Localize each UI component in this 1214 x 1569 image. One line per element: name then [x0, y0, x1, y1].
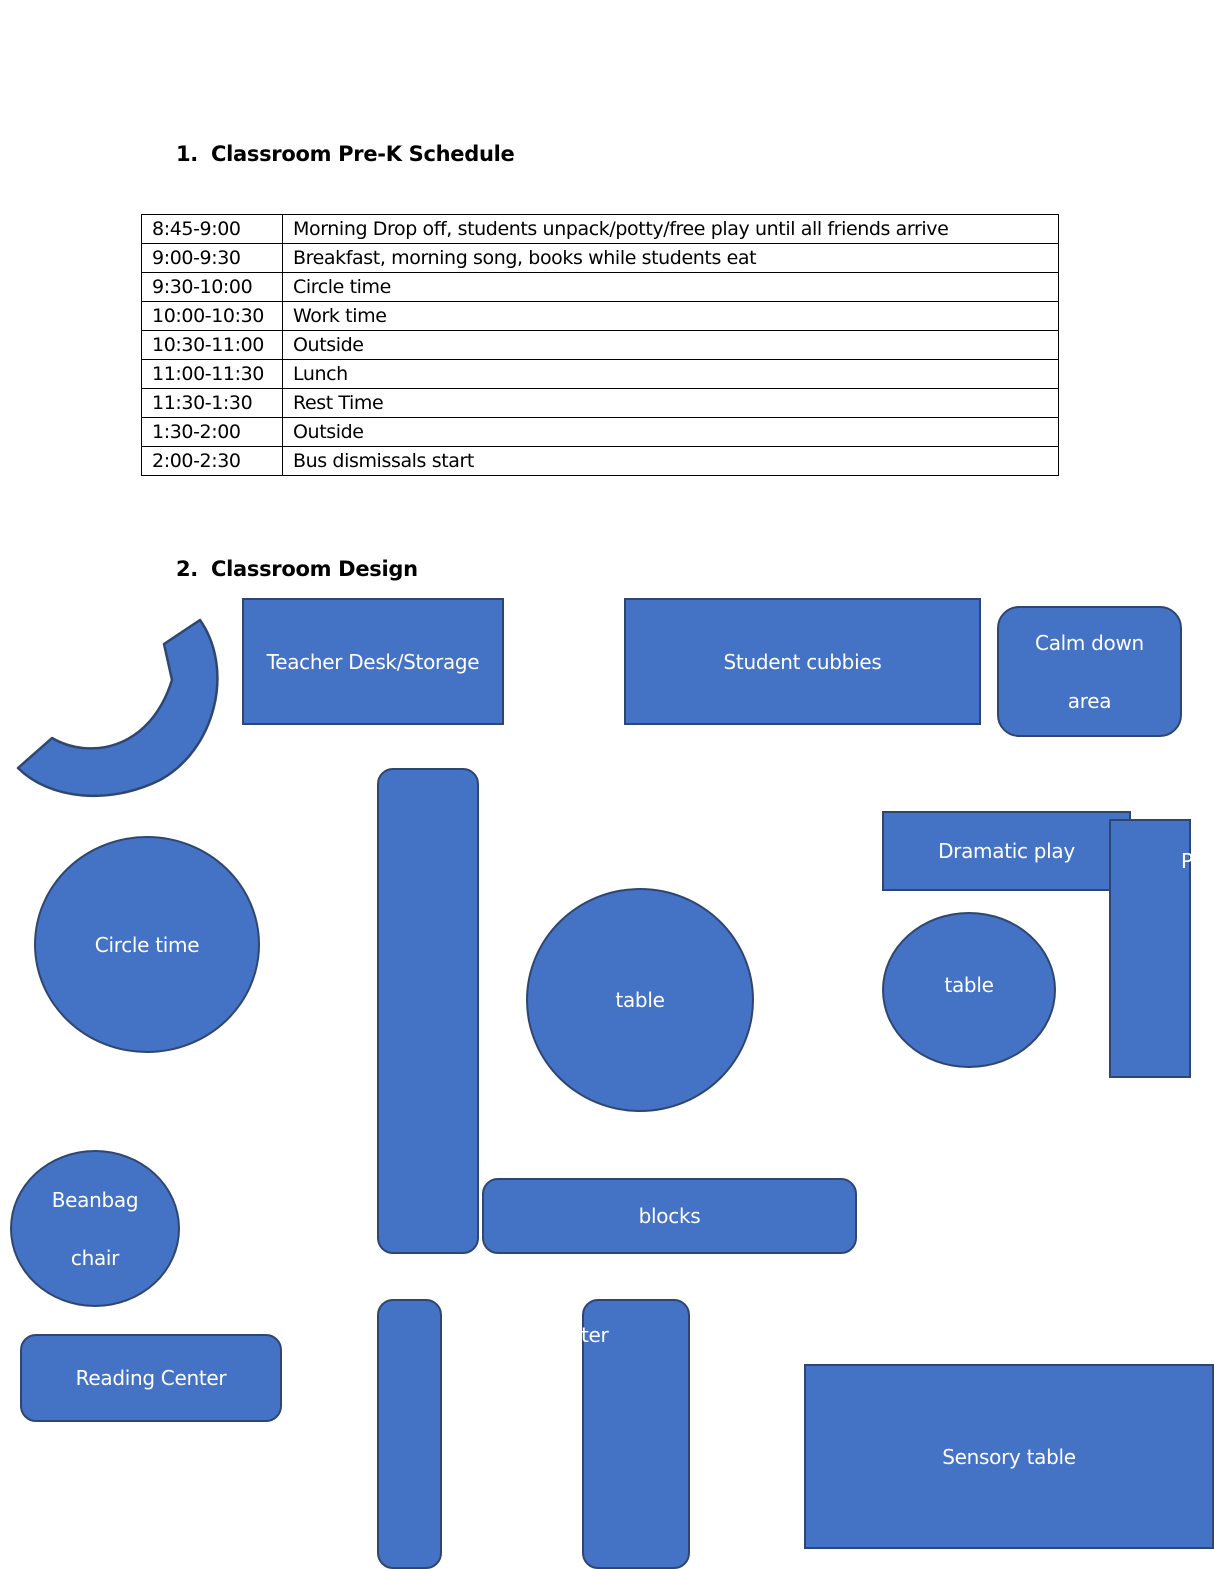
activity-cell: Breakfast, morning song, books while students eat	[283, 244, 1059, 273]
calm-down-area	[997, 606, 1182, 737]
cut-off-right-label: P	[1181, 849, 1193, 873]
vertical-shelf-bottom	[377, 1299, 442, 1569]
table-row	[142, 360, 1059, 389]
schedule-table	[141, 214, 1059, 476]
design-heading-number: 2.	[176, 557, 198, 581]
table-row	[142, 244, 1059, 273]
table-row	[142, 447, 1059, 476]
sensory-table: Sensory table	[804, 1364, 1214, 1549]
activity-cell: Rest Time	[283, 389, 1059, 418]
activity-cell: Outside	[283, 331, 1059, 360]
calm-down-line1: Calm down	[1035, 630, 1144, 655]
partial-center-label: ter	[581, 1323, 609, 1347]
table-row	[142, 215, 1059, 244]
partial-center-shelf	[582, 1299, 690, 1569]
calm-down-line2: area	[1067, 688, 1112, 713]
time-cell: 10:00-10:30	[142, 302, 283, 331]
table-row	[142, 389, 1059, 418]
time-cell: 9:30-10:00	[142, 273, 283, 302]
vertical-shelf-left	[377, 768, 479, 1254]
schedule-heading	[176, 142, 514, 166]
time-cell: 11:00-11:30	[142, 360, 283, 389]
curved-shelf-shape	[0, 610, 230, 810]
activity-cell: Outside	[283, 418, 1059, 447]
table-right: table	[882, 912, 1056, 1068]
time-cell: 9:00-9:30	[142, 244, 283, 273]
activity-cell: Bus dismissals start	[283, 447, 1059, 476]
time-cell: 2:00-2:30	[142, 447, 283, 476]
activity-cell: Circle time	[283, 273, 1059, 302]
schedule-heading-number: 1.	[176, 142, 198, 166]
activity-cell: Lunch	[283, 360, 1059, 389]
cut-off-right-shelf	[1109, 819, 1191, 1078]
circle-time-rug: Circle time	[34, 836, 260, 1053]
table-row	[142, 418, 1059, 447]
time-cell: 11:30-1:30	[142, 389, 283, 418]
table-row	[142, 331, 1059, 360]
activity-cell: Work time	[283, 302, 1059, 331]
table-center: table	[526, 888, 754, 1112]
dramatic-play: Dramatic play	[882, 811, 1131, 891]
beanbag-chair	[10, 1150, 180, 1307]
blocks-center: blocks	[482, 1178, 857, 1254]
beanbag-line2: chair	[70, 1245, 120, 1270]
time-cell: 10:30-11:00	[142, 331, 283, 360]
time-cell: 8:45-9:00	[142, 215, 283, 244]
design-heading	[176, 557, 418, 581]
beanbag-line1: Beanbag	[51, 1187, 139, 1212]
reading-center: Reading Center	[20, 1334, 282, 1422]
table-row	[142, 302, 1059, 331]
design-heading-title: Classroom Design	[211, 557, 418, 581]
schedule-heading-title: Classroom Pre-K Schedule	[211, 142, 515, 166]
activity-cell: Morning Drop off, students unpack/potty/free play until all friends arrive	[283, 215, 1059, 244]
teacher-desk-storage: Teacher Desk/Storage	[242, 598, 504, 725]
table-row	[142, 273, 1059, 302]
time-cell: 1:30-2:00	[142, 418, 283, 447]
student-cubbies: Student cubbies	[624, 598, 981, 725]
